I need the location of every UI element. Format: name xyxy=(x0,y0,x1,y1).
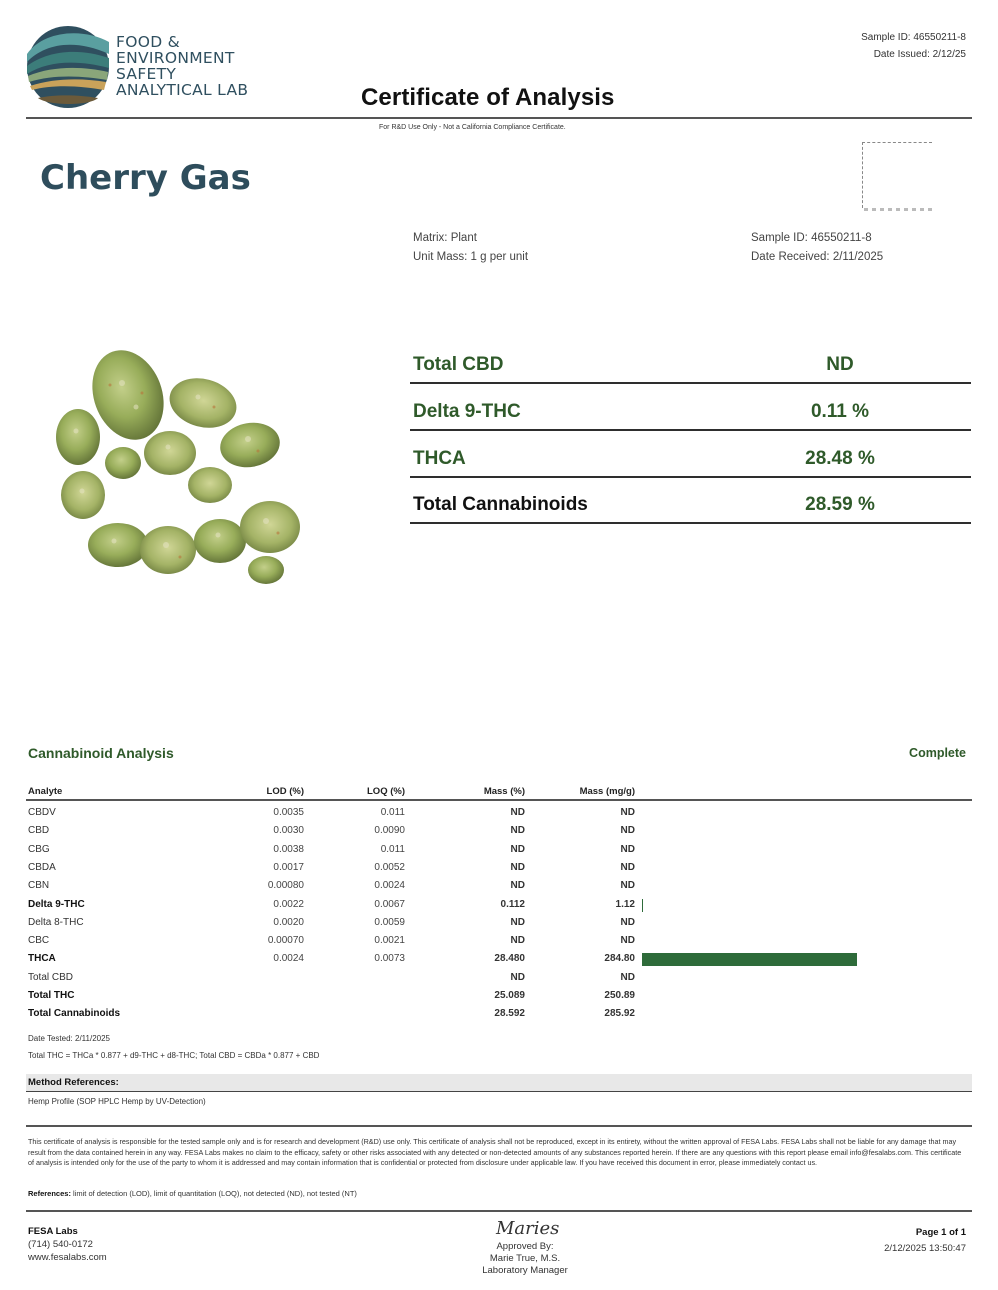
col-header-mass-pct: Mass (%) xyxy=(483,786,525,797)
method-references-title: Method References: xyxy=(28,1077,119,1088)
mass-pct-cell: 28.592 xyxy=(494,1008,525,1020)
table-row xyxy=(0,986,998,1004)
summary-row-thca xyxy=(410,440,971,478)
loq-cell: 0.0052 xyxy=(374,861,405,873)
analyte-cell: Total Cannabinoids xyxy=(28,1008,121,1020)
summary-label: Delta 9-THC xyxy=(413,401,521,422)
mass-pct-cell: 0.112 xyxy=(500,898,525,910)
product-photo xyxy=(38,345,308,595)
mass-mg-cell: ND xyxy=(620,807,635,818)
lod-cell: 0.0017 xyxy=(273,861,304,873)
disclaimer-divider xyxy=(26,1125,972,1127)
mass-pct-cell: ND xyxy=(510,843,525,855)
analyte-cell: CBDV xyxy=(28,807,56,818)
summary-label: Total CBD xyxy=(413,354,504,375)
mass-mg-cell: 250.89 xyxy=(604,990,635,1001)
lod-cell: 0.0038 xyxy=(273,843,304,855)
lod-cell: 0.0030 xyxy=(273,825,304,837)
references-label: References: xyxy=(28,1189,71,1198)
lod-cell: 0.00080 xyxy=(267,880,304,892)
footer-lab-info xyxy=(28,1225,107,1264)
table-row xyxy=(0,931,998,949)
mass-mg-cell: ND xyxy=(620,825,635,837)
sample-id: Sample ID: 46550211-8 xyxy=(751,232,872,244)
footer-page-info xyxy=(884,1225,966,1257)
mass-pct-cell: ND xyxy=(510,971,525,983)
approver-name: Marie True, M.S. xyxy=(489,1253,561,1264)
mass-mg-cell: ND xyxy=(620,916,635,928)
analyte-cell: Delta 8-THC xyxy=(28,916,84,928)
footer-divider xyxy=(26,1210,972,1212)
date-issued: Date Issued: 2/12/25 xyxy=(873,49,966,60)
lab-logo xyxy=(24,24,112,110)
analyte-cell: CBC xyxy=(28,935,50,947)
mass-pct-cell: ND xyxy=(510,825,525,837)
table-row xyxy=(0,876,998,894)
col-header-loq: LOQ (%) xyxy=(367,786,405,797)
sample-meta-right xyxy=(751,229,883,267)
mass-mg-cell: ND xyxy=(620,880,635,892)
approver-title: Laboratory Manager xyxy=(482,1265,568,1276)
method-references-text: Hemp Profile (SOP HPLC Hemp by UV-Detection) xyxy=(28,1097,206,1106)
footer-website: www.fesalabs.com xyxy=(28,1252,107,1263)
mass-mg-cell: ND xyxy=(620,971,635,983)
product-name: Cherry Gas xyxy=(40,158,251,198)
summary-value: 28.48 % xyxy=(805,448,875,469)
loq-cell: 0.011 xyxy=(380,807,405,818)
table-row xyxy=(0,968,998,986)
loq-cell: 0.011 xyxy=(380,843,405,855)
certificate-title: Certificate of Analysis xyxy=(361,84,615,111)
method-references-bar xyxy=(26,1074,972,1092)
date-tested: Date Tested: 2/11/2025 xyxy=(28,1034,110,1043)
loq-cell: 0.0090 xyxy=(374,825,405,837)
date-received: Date Received: 2/11/2025 xyxy=(751,251,884,263)
approver-signature: Maries xyxy=(496,1218,560,1239)
table-row xyxy=(0,895,998,913)
mass-pct-cell: ND xyxy=(510,935,525,947)
mass-mg-cell: ND xyxy=(620,935,635,947)
lod-cell: 0.0022 xyxy=(273,898,304,910)
matrix: Matrix: Plant xyxy=(413,232,477,244)
summary-label: Total Cannabinoids xyxy=(413,494,588,515)
top-meta xyxy=(861,29,966,63)
lod-cell: 0.0024 xyxy=(273,953,304,965)
analyte-cell: CBDA xyxy=(28,861,56,873)
mass-mg-cell: ND xyxy=(620,861,635,873)
analyte-cell: Total THC xyxy=(28,990,75,1001)
approved-by-label: Approved By: xyxy=(496,1241,554,1252)
analyte-cell: CBG xyxy=(28,843,50,855)
sample-meta-left xyxy=(413,229,528,267)
lab-name-line-4: ANALYTICAL LAB xyxy=(116,81,249,99)
loq-cell: 0.0067 xyxy=(374,898,405,910)
mass-pct-cell: ND xyxy=(510,916,525,928)
loq-cell: 0.0059 xyxy=(374,916,405,928)
table-row xyxy=(0,821,998,839)
lod-cell: 0.00070 xyxy=(267,935,304,947)
col-header-mass-mg: Mass (mg/g) xyxy=(579,786,635,797)
header-divider xyxy=(26,117,972,119)
analyte-cell: Total CBD xyxy=(28,971,74,983)
table-row xyxy=(0,858,998,876)
mass-pct-cell: ND xyxy=(510,880,525,892)
table-row xyxy=(0,803,998,821)
analyte-cell: CBD xyxy=(28,825,50,837)
mass-pct-cell: ND xyxy=(510,861,525,873)
page-number: Page 1 of 1 xyxy=(915,1227,966,1238)
lab-name-line-1: FOOD & xyxy=(116,33,181,51)
summary-value: 28.59 % xyxy=(805,494,875,515)
table-row xyxy=(0,949,998,967)
col-header-lod: LOD (%) xyxy=(266,786,304,797)
disclaimer-text: This certificate of analysis is responsible for the tested sample only and is for research and development (R&D) use only. This certificate of analysis shall not be reproduced, except in its entirety, without the written approval of FESA Labs. FESA Labs shall not be liable for any damage that may result from the data contained herein in any way. FESA Labs makes no claim to the efficacy, safety or other risks associated with any detected or non-detected amounts of any substances reported herein. If there are any questions with this report please email info@fesalabs.com. This certificate of analysis is intended only for the use of the party to whom it is addressed and may contain information that is confidential or protected from disclosure under applicable law. If you have received this document in error, please immediately contact us. xyxy=(28,1137,962,1167)
rd-use-note: For R&D Use Only - Not a California Compliance Certificate. xyxy=(379,124,566,131)
report-timestamp: 2/12/2025 13:50:47 xyxy=(884,1243,966,1254)
table-header-divider xyxy=(26,799,972,801)
col-header-analyte: Analyte xyxy=(28,786,63,797)
lab-name-line-2: ENVIRONMENT xyxy=(116,49,235,67)
table-row xyxy=(0,840,998,858)
sample-id-top: Sample ID: 46550211-8 xyxy=(861,32,966,43)
lab-name xyxy=(116,34,248,98)
analyte-cell: Delta 9-THC xyxy=(28,898,85,910)
lod-cell: 0.0020 xyxy=(273,916,304,928)
footer-phone: (714) 540-0172 xyxy=(28,1239,93,1250)
summary-value: ND xyxy=(826,354,854,375)
loq-cell: 0.0021 xyxy=(374,935,405,947)
summary-row-delta9-thc xyxy=(410,393,971,431)
table-row xyxy=(0,913,998,931)
footer-approval xyxy=(440,1241,610,1277)
summary-value: 0.11 % xyxy=(810,401,870,422)
lab-name-line-3: SAFETY xyxy=(116,65,177,83)
summary-row-total-cannabinoids xyxy=(410,486,971,524)
loq-cell: 0.0024 xyxy=(374,880,405,892)
summary-label: THCA xyxy=(413,448,466,469)
unit-mass: Unit Mass: 1 g per unit xyxy=(413,251,529,263)
analyte-cell: THCA xyxy=(28,953,56,965)
mass-mg-cell: 284.80 xyxy=(604,953,635,965)
footer-company: FESA Labs xyxy=(28,1226,78,1237)
loq-cell: 0.0073 xyxy=(374,953,405,965)
qr-code xyxy=(862,142,934,214)
lod-cell: 0.0035 xyxy=(273,807,304,818)
references-text: limit of detection (LOD), limit of quantitation (LOQ), not detected (ND), not tested (NT) xyxy=(73,1189,357,1198)
cannabinoid-analysis-title: Cannabinoid Analysis xyxy=(28,745,174,761)
table-row xyxy=(0,1004,998,1022)
analysis-status: Complete xyxy=(909,746,966,760)
mass-mg-cell: 285.92 xyxy=(604,1008,635,1020)
total-formula: Total THC = THCa * 0.877 + d9-THC + d8-THC; Total CBD = CBDa * 0.877 + CBD xyxy=(28,1051,320,1060)
mass-bar xyxy=(642,899,643,912)
summary-row-total-cbd xyxy=(410,346,971,384)
mass-bar xyxy=(642,953,857,966)
analyte-cell: CBN xyxy=(28,880,50,892)
mass-mg-cell: 1.12 xyxy=(615,898,635,910)
mass-pct-cell: ND xyxy=(510,807,525,818)
references xyxy=(28,1189,357,1198)
mass-pct-cell: 25.089 xyxy=(494,990,525,1001)
mass-mg-cell: ND xyxy=(620,843,635,855)
mass-pct-cell: 28.480 xyxy=(494,953,525,965)
